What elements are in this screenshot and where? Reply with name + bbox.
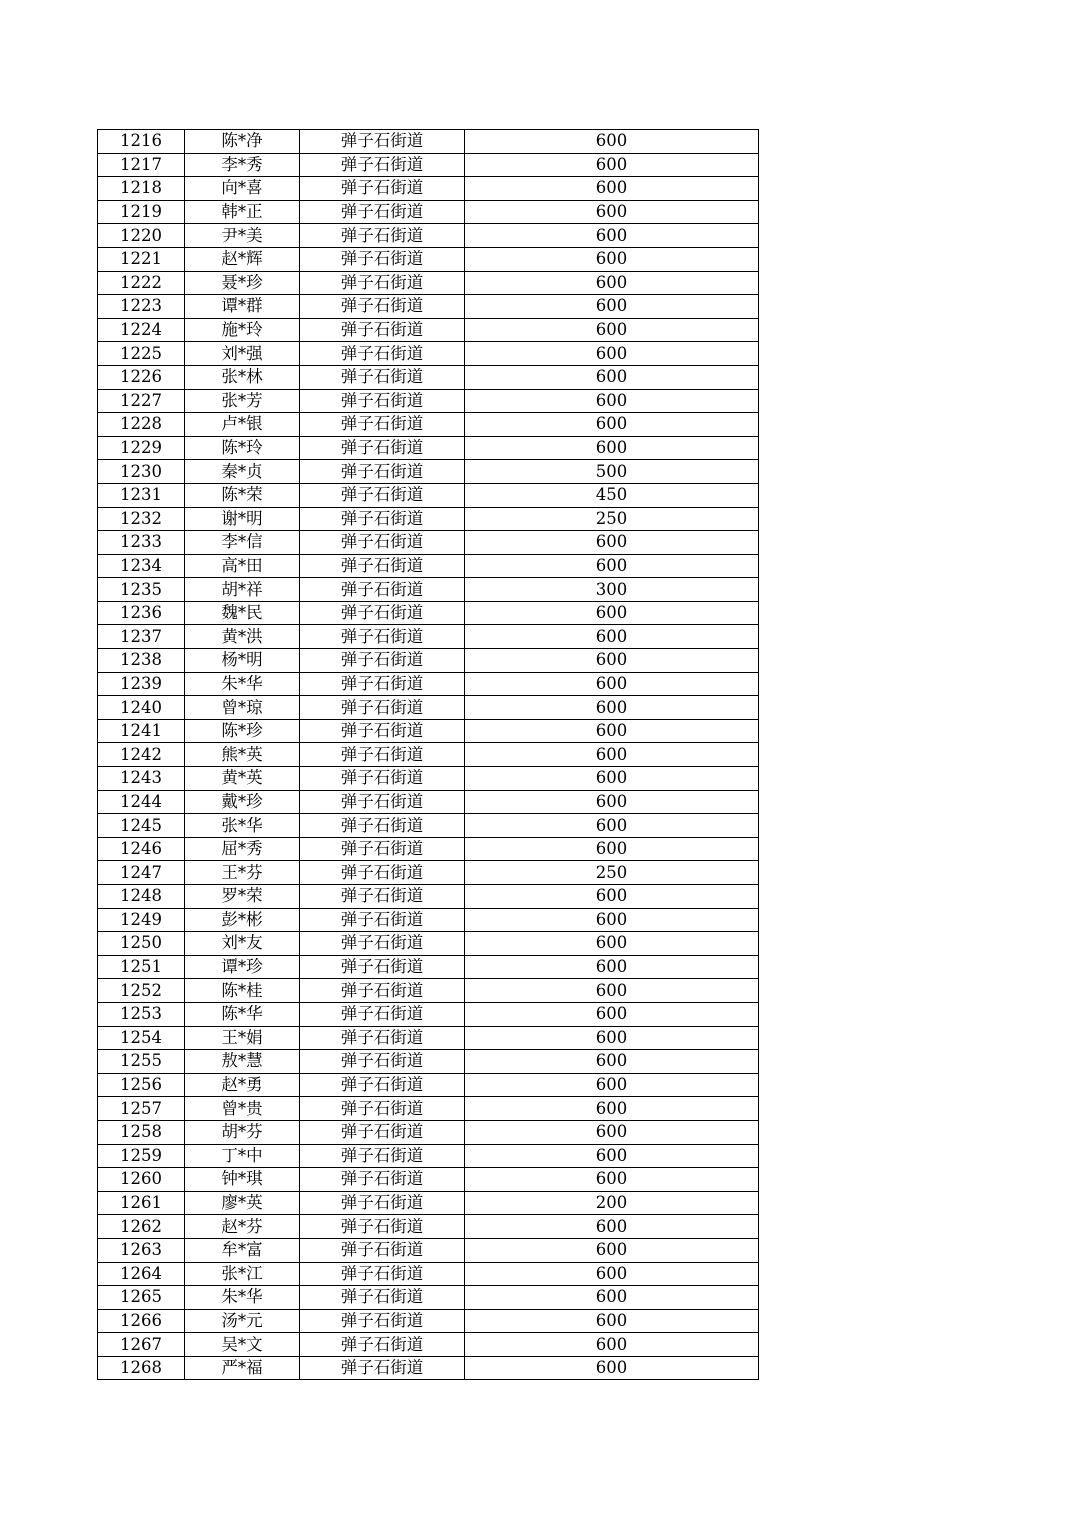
street-cell: 弹子石街道 bbox=[300, 460, 465, 484]
table-row bbox=[98, 130, 759, 154]
name-cell: 卢*银 bbox=[185, 413, 300, 437]
row-number-cell: 1252 bbox=[98, 979, 185, 1003]
amount-cell: 600 bbox=[465, 837, 759, 861]
table-row bbox=[98, 1073, 759, 1097]
street-cell: 弹子石街道 bbox=[300, 1286, 465, 1310]
street-cell: 弹子石街道 bbox=[300, 955, 465, 979]
name-cell: 朱*华 bbox=[185, 672, 300, 696]
name-cell: 张*林 bbox=[185, 365, 300, 389]
amount-cell: 600 bbox=[465, 247, 759, 271]
name-cell: 向*喜 bbox=[185, 177, 300, 201]
name-cell: 韩*正 bbox=[185, 200, 300, 224]
row-number-cell: 1243 bbox=[98, 767, 185, 791]
street-cell: 弹子石街道 bbox=[300, 224, 465, 248]
street-cell: 弹子石街道 bbox=[300, 719, 465, 743]
amount-cell: 600 bbox=[465, 767, 759, 791]
name-cell: 陈*珍 bbox=[185, 719, 300, 743]
name-cell: 陈*桂 bbox=[185, 979, 300, 1003]
amount-cell: 600 bbox=[465, 1168, 759, 1192]
row-number-cell: 1231 bbox=[98, 483, 185, 507]
street-cell: 弹子石街道 bbox=[300, 153, 465, 177]
name-cell: 王*芬 bbox=[185, 861, 300, 885]
name-cell: 李*信 bbox=[185, 531, 300, 555]
row-number-cell: 1251 bbox=[98, 955, 185, 979]
name-cell: 敖*慧 bbox=[185, 1050, 300, 1074]
street-cell: 弹子石街道 bbox=[300, 1002, 465, 1026]
name-cell: 曾*琼 bbox=[185, 696, 300, 720]
table-row bbox=[98, 979, 759, 1003]
amount-cell: 600 bbox=[465, 554, 759, 578]
table-row bbox=[98, 342, 759, 366]
amount-cell: 450 bbox=[465, 483, 759, 507]
row-number-cell: 1261 bbox=[98, 1191, 185, 1215]
table-row bbox=[98, 1333, 759, 1357]
street-cell: 弹子石街道 bbox=[300, 271, 465, 295]
table-row bbox=[98, 200, 759, 224]
street-cell: 弹子石街道 bbox=[300, 413, 465, 437]
street-cell: 弹子石街道 bbox=[300, 318, 465, 342]
row-number-cell: 1227 bbox=[98, 389, 185, 413]
name-cell: 牟*富 bbox=[185, 1238, 300, 1262]
amount-cell: 600 bbox=[465, 436, 759, 460]
street-cell: 弹子石街道 bbox=[300, 365, 465, 389]
amount-cell: 600 bbox=[465, 271, 759, 295]
street-cell: 弹子石街道 bbox=[300, 1215, 465, 1239]
amount-cell: 600 bbox=[465, 1333, 759, 1357]
row-number-cell: 1225 bbox=[98, 342, 185, 366]
amount-cell: 600 bbox=[465, 1309, 759, 1333]
amount-cell: 250 bbox=[465, 507, 759, 531]
street-cell: 弹子石街道 bbox=[300, 743, 465, 767]
amount-cell: 250 bbox=[465, 861, 759, 885]
name-cell: 赵*芬 bbox=[185, 1215, 300, 1239]
amount-cell: 600 bbox=[465, 1144, 759, 1168]
name-cell: 陈*华 bbox=[185, 1002, 300, 1026]
row-number-cell: 1265 bbox=[98, 1286, 185, 1310]
name-cell: 罗*荣 bbox=[185, 885, 300, 909]
row-number-cell: 1216 bbox=[98, 130, 185, 154]
street-cell: 弹子石街道 bbox=[300, 1050, 465, 1074]
row-number-cell: 1238 bbox=[98, 649, 185, 673]
amount-cell: 600 bbox=[465, 696, 759, 720]
street-cell: 弹子石街道 bbox=[300, 436, 465, 460]
name-cell: 廖*英 bbox=[185, 1191, 300, 1215]
table-row bbox=[98, 389, 759, 413]
amount-cell: 600 bbox=[465, 625, 759, 649]
name-cell: 彭*彬 bbox=[185, 908, 300, 932]
table-row bbox=[98, 177, 759, 201]
table-row bbox=[98, 861, 759, 885]
row-number-cell: 1250 bbox=[98, 932, 185, 956]
table-row bbox=[98, 625, 759, 649]
street-cell: 弹子石街道 bbox=[300, 885, 465, 909]
table-row bbox=[98, 601, 759, 625]
row-number-cell: 1253 bbox=[98, 1002, 185, 1026]
row-number-cell: 1242 bbox=[98, 743, 185, 767]
amount-cell: 600 bbox=[465, 1215, 759, 1239]
name-cell: 曾*贵 bbox=[185, 1097, 300, 1121]
name-cell: 吴*文 bbox=[185, 1333, 300, 1357]
table-row bbox=[98, 1144, 759, 1168]
street-cell: 弹子石街道 bbox=[300, 696, 465, 720]
table-row bbox=[98, 295, 759, 319]
row-number-cell: 1257 bbox=[98, 1097, 185, 1121]
table-row bbox=[98, 578, 759, 602]
street-cell: 弹子石街道 bbox=[300, 979, 465, 1003]
amount-cell: 600 bbox=[465, 601, 759, 625]
street-cell: 弹子石街道 bbox=[300, 932, 465, 956]
amount-cell: 600 bbox=[465, 1238, 759, 1262]
row-number-cell: 1256 bbox=[98, 1073, 185, 1097]
amount-cell: 600 bbox=[465, 1120, 759, 1144]
table-row bbox=[98, 554, 759, 578]
name-cell: 秦*贞 bbox=[185, 460, 300, 484]
table-row bbox=[98, 696, 759, 720]
street-cell: 弹子石街道 bbox=[300, 837, 465, 861]
amount-cell: 600 bbox=[465, 1356, 759, 1380]
amount-cell: 600 bbox=[465, 814, 759, 838]
street-cell: 弹子石街道 bbox=[300, 200, 465, 224]
row-number-cell: 1235 bbox=[98, 578, 185, 602]
amount-cell: 600 bbox=[465, 1286, 759, 1310]
name-cell: 刘*友 bbox=[185, 932, 300, 956]
table-row bbox=[98, 743, 759, 767]
table-row bbox=[98, 837, 759, 861]
name-cell: 王*娟 bbox=[185, 1026, 300, 1050]
row-number-cell: 1244 bbox=[98, 790, 185, 814]
row-number-cell: 1218 bbox=[98, 177, 185, 201]
name-cell: 高*田 bbox=[185, 554, 300, 578]
row-number-cell: 1263 bbox=[98, 1238, 185, 1262]
table-row bbox=[98, 153, 759, 177]
name-cell: 赵*勇 bbox=[185, 1073, 300, 1097]
row-number-cell: 1254 bbox=[98, 1026, 185, 1050]
amount-cell: 600 bbox=[465, 743, 759, 767]
street-cell: 弹子石街道 bbox=[300, 1238, 465, 1262]
name-cell: 屈*秀 bbox=[185, 837, 300, 861]
name-cell: 胡*祥 bbox=[185, 578, 300, 602]
table-row bbox=[98, 719, 759, 743]
name-cell: 陈*玲 bbox=[185, 436, 300, 460]
row-number-cell: 1246 bbox=[98, 837, 185, 861]
street-cell: 弹子石街道 bbox=[300, 1120, 465, 1144]
street-cell: 弹子石街道 bbox=[300, 483, 465, 507]
amount-cell: 300 bbox=[465, 578, 759, 602]
name-cell: 张*芳 bbox=[185, 389, 300, 413]
street-cell: 弹子石街道 bbox=[300, 1333, 465, 1357]
street-cell: 弹子石街道 bbox=[300, 1073, 465, 1097]
amount-cell: 200 bbox=[465, 1191, 759, 1215]
table-row bbox=[98, 247, 759, 271]
table-row bbox=[98, 932, 759, 956]
name-cell: 陈*净 bbox=[185, 130, 300, 154]
table-row bbox=[98, 790, 759, 814]
name-cell: 戴*珍 bbox=[185, 790, 300, 814]
amount-cell: 600 bbox=[465, 342, 759, 366]
row-number-cell: 1237 bbox=[98, 625, 185, 649]
amount-cell: 600 bbox=[465, 672, 759, 696]
name-cell: 杨*明 bbox=[185, 649, 300, 673]
street-cell: 弹子石街道 bbox=[300, 295, 465, 319]
table-row bbox=[98, 1002, 759, 1026]
table-row bbox=[98, 885, 759, 909]
street-cell: 弹子石街道 bbox=[300, 625, 465, 649]
row-number-cell: 1229 bbox=[98, 436, 185, 460]
amount-cell: 600 bbox=[465, 200, 759, 224]
name-cell: 胡*芬 bbox=[185, 1120, 300, 1144]
row-number-cell: 1234 bbox=[98, 554, 185, 578]
street-cell: 弹子石街道 bbox=[300, 531, 465, 555]
table-row bbox=[98, 672, 759, 696]
amount-cell: 600 bbox=[465, 365, 759, 389]
row-number-cell: 1217 bbox=[98, 153, 185, 177]
name-cell: 熊*英 bbox=[185, 743, 300, 767]
table-row bbox=[98, 271, 759, 295]
street-cell: 弹子石街道 bbox=[300, 342, 465, 366]
street-cell: 弹子石街道 bbox=[300, 861, 465, 885]
name-cell: 黄*洪 bbox=[185, 625, 300, 649]
street-cell: 弹子石街道 bbox=[300, 672, 465, 696]
table-row bbox=[98, 460, 759, 484]
row-number-cell: 1264 bbox=[98, 1262, 185, 1286]
amount-cell: 600 bbox=[465, 413, 759, 437]
name-cell: 张*江 bbox=[185, 1262, 300, 1286]
amount-cell: 600 bbox=[465, 1026, 759, 1050]
row-number-cell: 1236 bbox=[98, 601, 185, 625]
street-cell: 弹子石街道 bbox=[300, 1356, 465, 1380]
street-cell: 弹子石街道 bbox=[300, 790, 465, 814]
table-row bbox=[98, 1309, 759, 1333]
table-row bbox=[98, 483, 759, 507]
amount-cell: 600 bbox=[465, 1097, 759, 1121]
table-row bbox=[98, 908, 759, 932]
amount-cell: 500 bbox=[465, 460, 759, 484]
name-cell: 张*华 bbox=[185, 814, 300, 838]
name-cell: 谭*群 bbox=[185, 295, 300, 319]
name-cell: 李*秀 bbox=[185, 153, 300, 177]
street-cell: 弹子石街道 bbox=[300, 649, 465, 673]
street-cell: 弹子石街道 bbox=[300, 177, 465, 201]
row-number-cell: 1233 bbox=[98, 531, 185, 555]
name-cell: 黄*英 bbox=[185, 767, 300, 791]
table-row bbox=[98, 1026, 759, 1050]
street-cell: 弹子石街道 bbox=[300, 130, 465, 154]
row-number-cell: 1247 bbox=[98, 861, 185, 885]
row-number-cell: 1259 bbox=[98, 1144, 185, 1168]
amount-cell: 600 bbox=[465, 531, 759, 555]
amount-cell: 600 bbox=[465, 177, 759, 201]
table-row bbox=[98, 955, 759, 979]
name-cell: 丁*中 bbox=[185, 1144, 300, 1168]
table-row bbox=[98, 318, 759, 342]
name-cell: 聂*珍 bbox=[185, 271, 300, 295]
amount-cell: 600 bbox=[465, 1002, 759, 1026]
street-cell: 弹子石街道 bbox=[300, 578, 465, 602]
amount-cell: 600 bbox=[465, 649, 759, 673]
row-number-cell: 1228 bbox=[98, 413, 185, 437]
table-row bbox=[98, 1168, 759, 1192]
row-number-cell: 1230 bbox=[98, 460, 185, 484]
row-number-cell: 1262 bbox=[98, 1215, 185, 1239]
street-cell: 弹子石街道 bbox=[300, 1309, 465, 1333]
row-number-cell: 1245 bbox=[98, 814, 185, 838]
table-row bbox=[98, 649, 759, 673]
table-row bbox=[98, 814, 759, 838]
table-row bbox=[98, 1238, 759, 1262]
row-number-cell: 1268 bbox=[98, 1356, 185, 1380]
amount-cell: 600 bbox=[465, 295, 759, 319]
table-row bbox=[98, 1050, 759, 1074]
row-number-cell: 1249 bbox=[98, 908, 185, 932]
row-number-cell: 1232 bbox=[98, 507, 185, 531]
row-number-cell: 1248 bbox=[98, 885, 185, 909]
table-row bbox=[98, 413, 759, 437]
name-cell: 尹*美 bbox=[185, 224, 300, 248]
amount-cell: 600 bbox=[465, 389, 759, 413]
table-row bbox=[98, 1262, 759, 1286]
street-cell: 弹子石街道 bbox=[300, 814, 465, 838]
name-cell: 赵*辉 bbox=[185, 247, 300, 271]
amount-cell: 600 bbox=[465, 153, 759, 177]
street-cell: 弹子石街道 bbox=[300, 507, 465, 531]
amount-cell: 600 bbox=[465, 1073, 759, 1097]
street-cell: 弹子石街道 bbox=[300, 1191, 465, 1215]
amount-cell: 600 bbox=[465, 908, 759, 932]
amount-cell: 600 bbox=[465, 1050, 759, 1074]
row-number-cell: 1224 bbox=[98, 318, 185, 342]
street-cell: 弹子石街道 bbox=[300, 908, 465, 932]
amount-cell: 600 bbox=[465, 719, 759, 743]
name-cell: 谭*珍 bbox=[185, 955, 300, 979]
table-body bbox=[98, 130, 759, 1380]
row-number-cell: 1220 bbox=[98, 224, 185, 248]
data-table bbox=[97, 129, 759, 1380]
row-number-cell: 1222 bbox=[98, 271, 185, 295]
amount-cell: 600 bbox=[465, 979, 759, 1003]
street-cell: 弹子石街道 bbox=[300, 247, 465, 271]
name-cell: 谢*明 bbox=[185, 507, 300, 531]
name-cell: 陈*荣 bbox=[185, 483, 300, 507]
table-row bbox=[98, 1120, 759, 1144]
table-row bbox=[98, 531, 759, 555]
table-row bbox=[98, 365, 759, 389]
table-row bbox=[98, 1097, 759, 1121]
name-cell: 严*福 bbox=[185, 1356, 300, 1380]
amount-cell: 600 bbox=[465, 932, 759, 956]
amount-cell: 600 bbox=[465, 130, 759, 154]
street-cell: 弹子石街道 bbox=[300, 389, 465, 413]
street-cell: 弹子石街道 bbox=[300, 1262, 465, 1286]
table-row bbox=[98, 1356, 759, 1380]
amount-cell: 600 bbox=[465, 885, 759, 909]
table-row bbox=[98, 436, 759, 460]
name-cell: 朱*华 bbox=[185, 1286, 300, 1310]
name-cell: 钟*琪 bbox=[185, 1168, 300, 1192]
table-row bbox=[98, 507, 759, 531]
street-cell: 弹子石街道 bbox=[300, 767, 465, 791]
table-row bbox=[98, 1191, 759, 1215]
street-cell: 弹子石街道 bbox=[300, 601, 465, 625]
name-cell: 汤*元 bbox=[185, 1309, 300, 1333]
amount-cell: 600 bbox=[465, 224, 759, 248]
row-number-cell: 1240 bbox=[98, 696, 185, 720]
amount-cell: 600 bbox=[465, 1262, 759, 1286]
amount-cell: 600 bbox=[465, 318, 759, 342]
street-cell: 弹子石街道 bbox=[300, 1168, 465, 1192]
name-cell: 施*玲 bbox=[185, 318, 300, 342]
row-number-cell: 1241 bbox=[98, 719, 185, 743]
table-row bbox=[98, 767, 759, 791]
row-number-cell: 1258 bbox=[98, 1120, 185, 1144]
name-cell: 魏*民 bbox=[185, 601, 300, 625]
row-number-cell: 1267 bbox=[98, 1333, 185, 1357]
street-cell: 弹子石街道 bbox=[300, 1097, 465, 1121]
row-number-cell: 1255 bbox=[98, 1050, 185, 1074]
row-number-cell: 1239 bbox=[98, 672, 185, 696]
row-number-cell: 1223 bbox=[98, 295, 185, 319]
table-row bbox=[98, 1215, 759, 1239]
table-row bbox=[98, 1286, 759, 1310]
row-number-cell: 1221 bbox=[98, 247, 185, 271]
name-cell: 刘*强 bbox=[185, 342, 300, 366]
table-row bbox=[98, 224, 759, 248]
street-cell: 弹子石街道 bbox=[300, 1144, 465, 1168]
row-number-cell: 1219 bbox=[98, 200, 185, 224]
street-cell: 弹子石街道 bbox=[300, 554, 465, 578]
amount-cell: 600 bbox=[465, 790, 759, 814]
row-number-cell: 1260 bbox=[98, 1168, 185, 1192]
row-number-cell: 1226 bbox=[98, 365, 185, 389]
row-number-cell: 1266 bbox=[98, 1309, 185, 1333]
amount-cell: 600 bbox=[465, 955, 759, 979]
street-cell: 弹子石街道 bbox=[300, 1026, 465, 1050]
